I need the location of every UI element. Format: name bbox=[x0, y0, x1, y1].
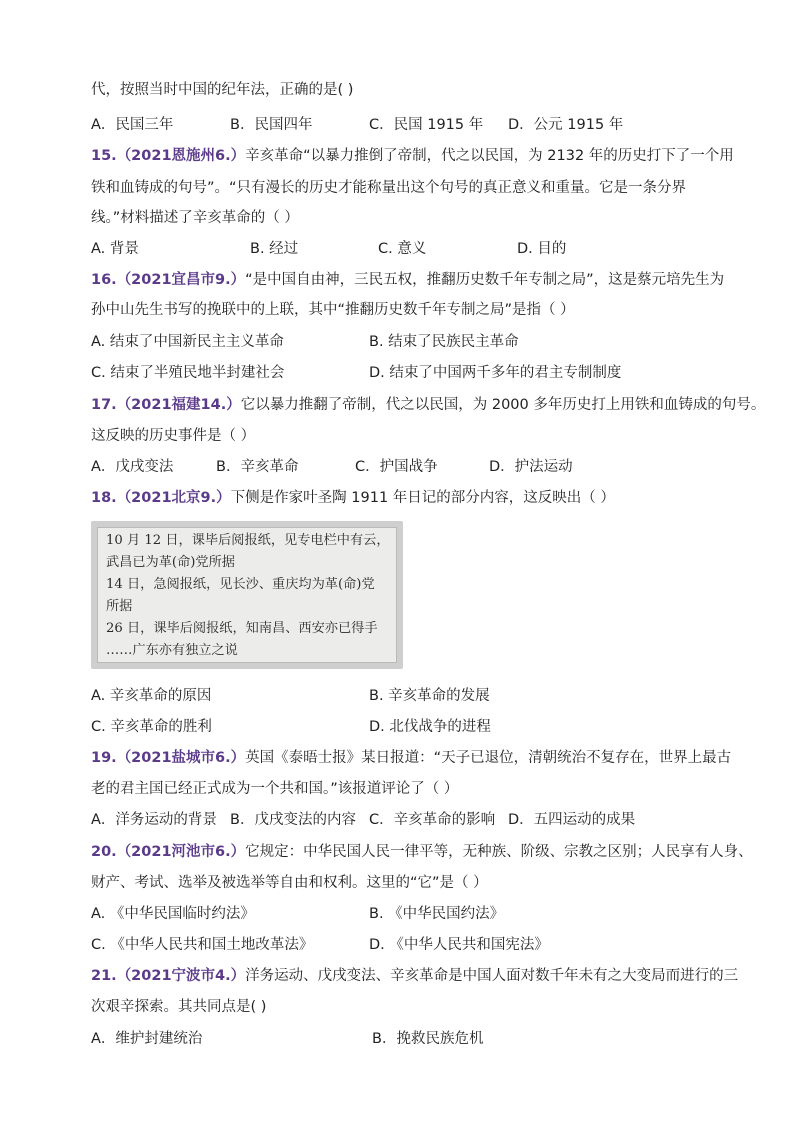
q19-option-c: C．辛亥革命的影响 bbox=[369, 812, 496, 828]
diary-line-4: 所据 bbox=[106, 599, 133, 614]
q17-source: （2021福建14.） bbox=[116, 397, 241, 413]
q16-line-1 bbox=[91, 270, 724, 290]
q15-line-3: 线。”材料描述了辛亥革命的（ ） bbox=[91, 210, 299, 226]
q20-line-1 bbox=[91, 842, 753, 862]
intro-option-d: D．公元 1915 年 bbox=[508, 117, 624, 133]
q20-source: （2021河池市6.） bbox=[116, 844, 246, 860]
q15-source: （2021恩施州6.） bbox=[116, 148, 246, 164]
q19-line-2: 老的君主国已经正式成为一个共和国。”该报道评论了（ ） bbox=[91, 781, 459, 797]
q16-option-b: B. 结束了民族民主革命 bbox=[369, 334, 519, 350]
q17-line-1 bbox=[91, 395, 765, 415]
q19-number: 19. bbox=[91, 750, 117, 766]
q20-option-c: C. 《中华人民共和国土地改革法》 bbox=[91, 937, 314, 953]
q18-option-a: A. 辛亥革命的原因 bbox=[91, 688, 212, 704]
intro-option-b: B．民国四年 bbox=[230, 117, 313, 133]
q19-text: 英国《泰晤士报》某日报道：“天子已退位，清朝统治不复存在，世界上最古 bbox=[245, 750, 732, 766]
q16-text: “是中国自由神，三民五权，推翻历史数千年专制之局”，这是蔡元培先生为 bbox=[245, 272, 725, 288]
q16-source: （2021宜昌市9.） bbox=[116, 272, 246, 288]
q15-number: 15. bbox=[91, 148, 117, 164]
q16-option-c: C. 结束了半殖民地半封建社会 bbox=[91, 365, 285, 381]
q18-text: 下侧是作家叶圣陶 1911 年日记的部分内容，这反映出（ ） bbox=[230, 490, 615, 506]
intro-option-a: A．民国三年 bbox=[91, 117, 174, 133]
q21-line-1 bbox=[91, 966, 738, 986]
q17-number: 17. bbox=[91, 397, 117, 413]
q21-text: 洋务运动、戊戌变法、辛亥革命是中国人面对数千年未有之大变局而进行的三 bbox=[245, 968, 739, 984]
q19-option-b: B．戊戌变法的内容 bbox=[230, 812, 356, 828]
diary-line-1: 10 月 12 日，课毕后阅报纸，见专电栏中有云， bbox=[106, 533, 390, 548]
q20-number: 20. bbox=[91, 844, 117, 860]
q20-line-2: 财产、考试、选举及被选举等自由和权利。这里的“它”是（ ） bbox=[91, 875, 488, 891]
diary-photo bbox=[91, 521, 403, 669]
q19-source: （2021盐城市6.） bbox=[116, 750, 246, 766]
q17-option-d: D．护法运动 bbox=[489, 459, 573, 475]
q17-option-a: A．戊戌变法 bbox=[91, 459, 174, 475]
q16-option-a: A. 结束了中国新民主主义革命 bbox=[91, 334, 284, 350]
q20-option-b: B. 《中华民国约法》 bbox=[369, 906, 505, 922]
q20-text: 它规定：中华民国人民一律平等，无种族、阶级、宗教之区别；人民享有人身、 bbox=[245, 844, 753, 860]
q16-number: 16. bbox=[91, 272, 117, 288]
q18-number: 18. bbox=[91, 490, 117, 506]
q15-option-c: C. 意义 bbox=[378, 241, 427, 257]
q16-option-d: D. 结束了中国两千多年的君主专制制度 bbox=[369, 365, 622, 381]
diary-line-3: 14 日，急阅报纸，见长沙、重庆均为革(命)党 bbox=[106, 577, 375, 592]
intro-option-c: C．民国 1915 年 bbox=[369, 117, 484, 133]
q15-option-a: A. 背景 bbox=[91, 241, 139, 257]
q18-option-c: C. 辛亥革命的胜利 bbox=[91, 719, 212, 735]
q20-option-d: D. 《中华人民共和国宪法》 bbox=[369, 937, 549, 953]
q18-option-d: D. 北伐战争的进程 bbox=[369, 719, 491, 735]
q19-option-a: A．洋务运动的背景 bbox=[91, 812, 217, 828]
q20-option-a: A. 《中华民国临时约法》 bbox=[91, 906, 255, 922]
q19-line-1 bbox=[91, 748, 731, 768]
q21-option-a: A．维护封建统治 bbox=[91, 1031, 203, 1047]
q15-line-2: 铁和血铸成的句号”。“只有漫长的历史才能称量出这个句号的真正意义和重量。它是一条分界 bbox=[91, 180, 687, 196]
q21-number: 21. bbox=[91, 968, 117, 984]
diary-line-6: ……广东亦有独立之说 bbox=[106, 643, 238, 658]
q15-option-b: B. 经过 bbox=[250, 241, 299, 257]
q18-option-b: B. 辛亥革命的发展 bbox=[369, 688, 490, 704]
q17-text: 它以暴力推翻了帝制，代之以民国，为 2000 多年历史打上用铁和血铸成的句号。 bbox=[240, 397, 766, 413]
q15-text: 辛亥革命“以暴力推倒了帝制，代之以民国，为 2132 年的历史打下了一个用 bbox=[245, 148, 734, 164]
intro-stem: 代，按照当时中国的纪年法，正确的是( ) bbox=[91, 82, 354, 98]
q18-source: （2021北京9.） bbox=[116, 490, 231, 506]
q17-line-2: 这反映的历史事件是（ ） bbox=[91, 428, 256, 444]
diary-excerpt bbox=[97, 527, 397, 663]
q15-line-1 bbox=[91, 146, 734, 166]
diary-line-2: 武昌已为革(命)党所据 bbox=[106, 555, 235, 570]
q21-line-2: 次艰辛探索。其共同点是( ) bbox=[91, 999, 267, 1015]
q21-option-b: B．挽救民族危机 bbox=[372, 1031, 484, 1047]
q17-option-b: B．辛亥革命 bbox=[216, 459, 299, 475]
diary-line-5: 26 日，课毕后阅报纸，知南昌、西安亦已得手 bbox=[106, 621, 378, 636]
q19-option-d: D．五四运动的成果 bbox=[508, 812, 636, 828]
q18-line-1 bbox=[91, 488, 615, 508]
q15-option-d: D. 目的 bbox=[517, 241, 567, 257]
q16-line-2: 孙中山先生书写的挽联中的上联，其中“推翻历史数千年专制之局”是指（ ） bbox=[91, 302, 575, 318]
q21-source: （2021宁波市4.） bbox=[116, 968, 246, 984]
q17-option-c: C．护国战争 bbox=[355, 459, 438, 475]
